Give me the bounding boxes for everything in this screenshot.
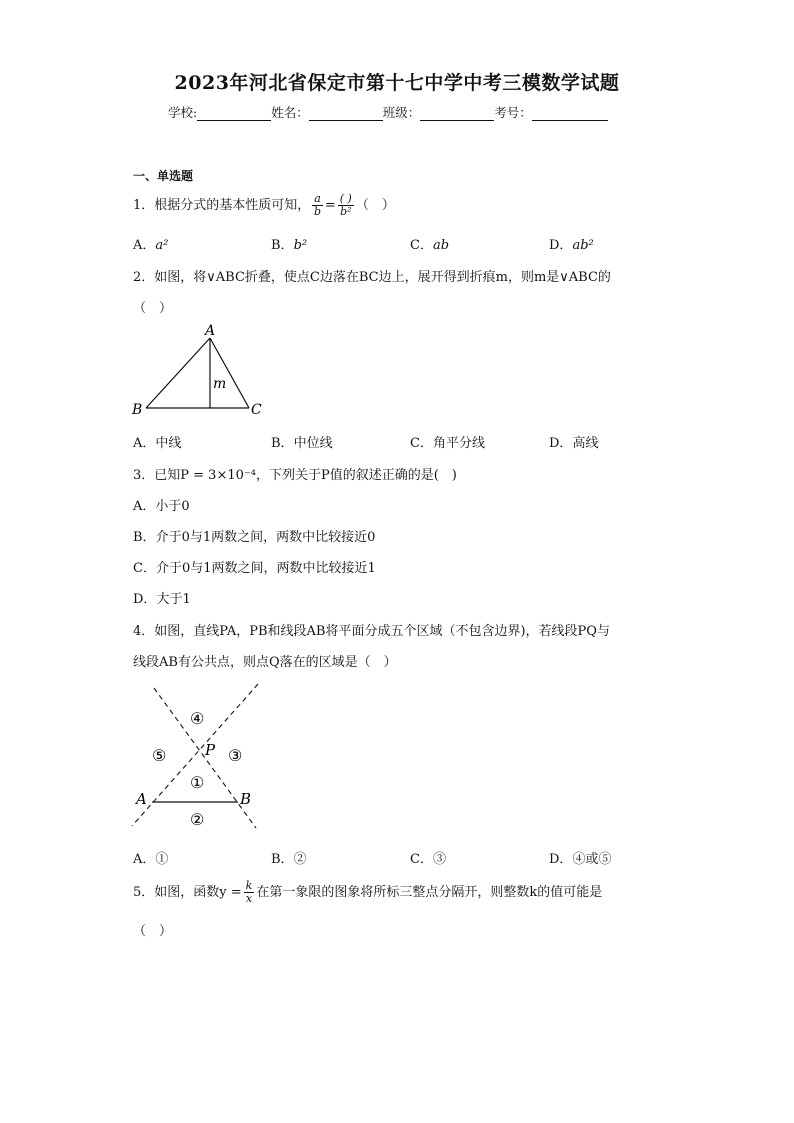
fraction-numerator: a [314, 192, 321, 205]
option-b[interactable] [271, 234, 307, 253]
region-1-label: ① [190, 773, 205, 792]
option-label: C． [410, 238, 433, 253]
option-label: D． [133, 592, 157, 607]
option-text: 介于0与1两数之间，两数中比较接近1 [155, 561, 376, 576]
answer-paren: （ ） [355, 198, 395, 213]
option-text: a² [155, 238, 169, 253]
option-text: 高线 [572, 436, 599, 451]
option-a[interactable] [133, 432, 181, 451]
option-text: ② [293, 852, 307, 867]
region-2-label: ② [190, 810, 205, 829]
name-label: 姓名： [271, 105, 309, 120]
option-label: A． [133, 238, 156, 253]
name-blank[interactable] [309, 106, 383, 121]
question-5-line2: （ ） [133, 924, 173, 939]
question-number: 3． [133, 468, 155, 483]
option-c[interactable] [410, 234, 449, 253]
option-label: C． [410, 852, 433, 867]
option-label: A． [133, 852, 156, 867]
label-c: C [251, 402, 262, 418]
question-text: 如图，函数y = [154, 885, 242, 900]
fraction-denominator: b [314, 205, 322, 218]
question-text: 如图，将∨ABC折叠，使点C边落在BC边上，展开得到折痕m，则m是∨ABC的 [154, 270, 611, 285]
option-b[interactable] [133, 526, 375, 545]
label-p: P [205, 741, 216, 759]
region-4-label: ④ [190, 709, 205, 728]
option-a[interactable] [133, 495, 190, 514]
label-a: A [205, 323, 216, 339]
option-d[interactable] [549, 234, 594, 253]
student-info-line [168, 103, 608, 121]
option-label: C． [410, 436, 433, 451]
option-text: ③ [432, 852, 446, 867]
option-text: 小于0 [155, 499, 190, 514]
option-text: 中线 [155, 436, 182, 451]
region-5-label: ⑤ [152, 746, 167, 765]
option-text: ① [155, 852, 169, 867]
fraction-numerator: ( ) [339, 192, 352, 205]
question-text-after: 在第一象限的图象将所标三整点分隔开，则整数k的值可能是 [256, 885, 603, 900]
question-2 [133, 266, 611, 285]
option-d[interactable] [133, 588, 191, 607]
question-number: 5． [133, 885, 155, 900]
question-2-line2: （ ） [133, 301, 173, 316]
question-4-line2: 线段AB有公共点，则点Q落在的区域是（ ） [133, 655, 397, 670]
label-a: A [136, 790, 147, 808]
option-label: C． [133, 561, 156, 576]
side-ab [146, 338, 210, 408]
option-label: B． [271, 238, 294, 253]
option-label: D． [549, 238, 573, 253]
section-heading: 一、单选题 [133, 169, 194, 183]
id-blank[interactable] [532, 106, 608, 121]
id-label: 考号： [494, 105, 532, 120]
option-text: 介于0与1两数之间，两数中比较接近0 [155, 530, 376, 545]
fraction-denominator: x [245, 892, 253, 905]
fraction-denominator: b² [340, 205, 352, 218]
option-text: 角平分线 [432, 436, 485, 451]
option-text: ④或⑤ [572, 852, 612, 867]
fraction-rhs [338, 193, 354, 218]
question-text: 如图，直线PA，PB和线段AB将平面分成五个区域（不包含边界)，若线段PQ与 [154, 624, 610, 639]
school-blank[interactable] [197, 106, 271, 121]
option-a[interactable] [133, 848, 168, 867]
option-text: b² [293, 238, 308, 253]
option-label: A． [133, 499, 156, 514]
regions-figure [128, 680, 268, 830]
option-c[interactable] [410, 848, 446, 867]
class-blank[interactable] [420, 106, 494, 121]
option-text: 中位线 [293, 436, 333, 451]
option-a[interactable] [133, 234, 168, 253]
triangle-figure [128, 320, 268, 420]
fraction-lhs [312, 193, 323, 218]
label-b: B [240, 790, 252, 808]
class-label: 班级： [382, 105, 421, 120]
fraction-numerator: k [245, 879, 253, 892]
fraction-k-over-x [244, 880, 255, 905]
question-number: 1． [133, 198, 155, 213]
side-ac [210, 338, 249, 408]
page-title: 2023年河北省保定市第十七中学中考三模数学试题 [174, 72, 620, 94]
question-text: 已知P = 3×10⁻⁴，下列关于P值的叙述正确的是( ) [154, 468, 457, 483]
equals-sign: = [324, 198, 336, 213]
option-label: B． [271, 436, 294, 451]
option-label: B． [271, 852, 294, 867]
option-c[interactable] [410, 432, 485, 451]
school-label: 学校: [168, 105, 198, 120]
question-number: 2． [133, 270, 155, 285]
option-label: D． [549, 852, 573, 867]
option-label: B． [133, 530, 156, 545]
question-number: 4． [133, 624, 155, 639]
question-text: 根据分式的基本性质可知， [154, 198, 311, 213]
option-text: ab² [572, 238, 594, 253]
option-label: A． [133, 436, 156, 451]
question-4 [133, 620, 610, 639]
option-label: D． [549, 436, 573, 451]
option-d[interactable] [549, 432, 598, 451]
option-d[interactable] [549, 848, 611, 867]
option-text: ab [432, 238, 450, 253]
option-c[interactable] [133, 557, 376, 576]
option-text: 大于1 [156, 592, 191, 607]
label-b: B [132, 402, 143, 418]
option-b[interactable] [271, 848, 307, 867]
question-3 [133, 464, 457, 483]
option-b[interactable] [271, 432, 333, 451]
region-3-label: ③ [228, 746, 243, 765]
label-m: m [213, 376, 227, 392]
question-1 [133, 193, 395, 218]
question-5 [133, 880, 602, 905]
